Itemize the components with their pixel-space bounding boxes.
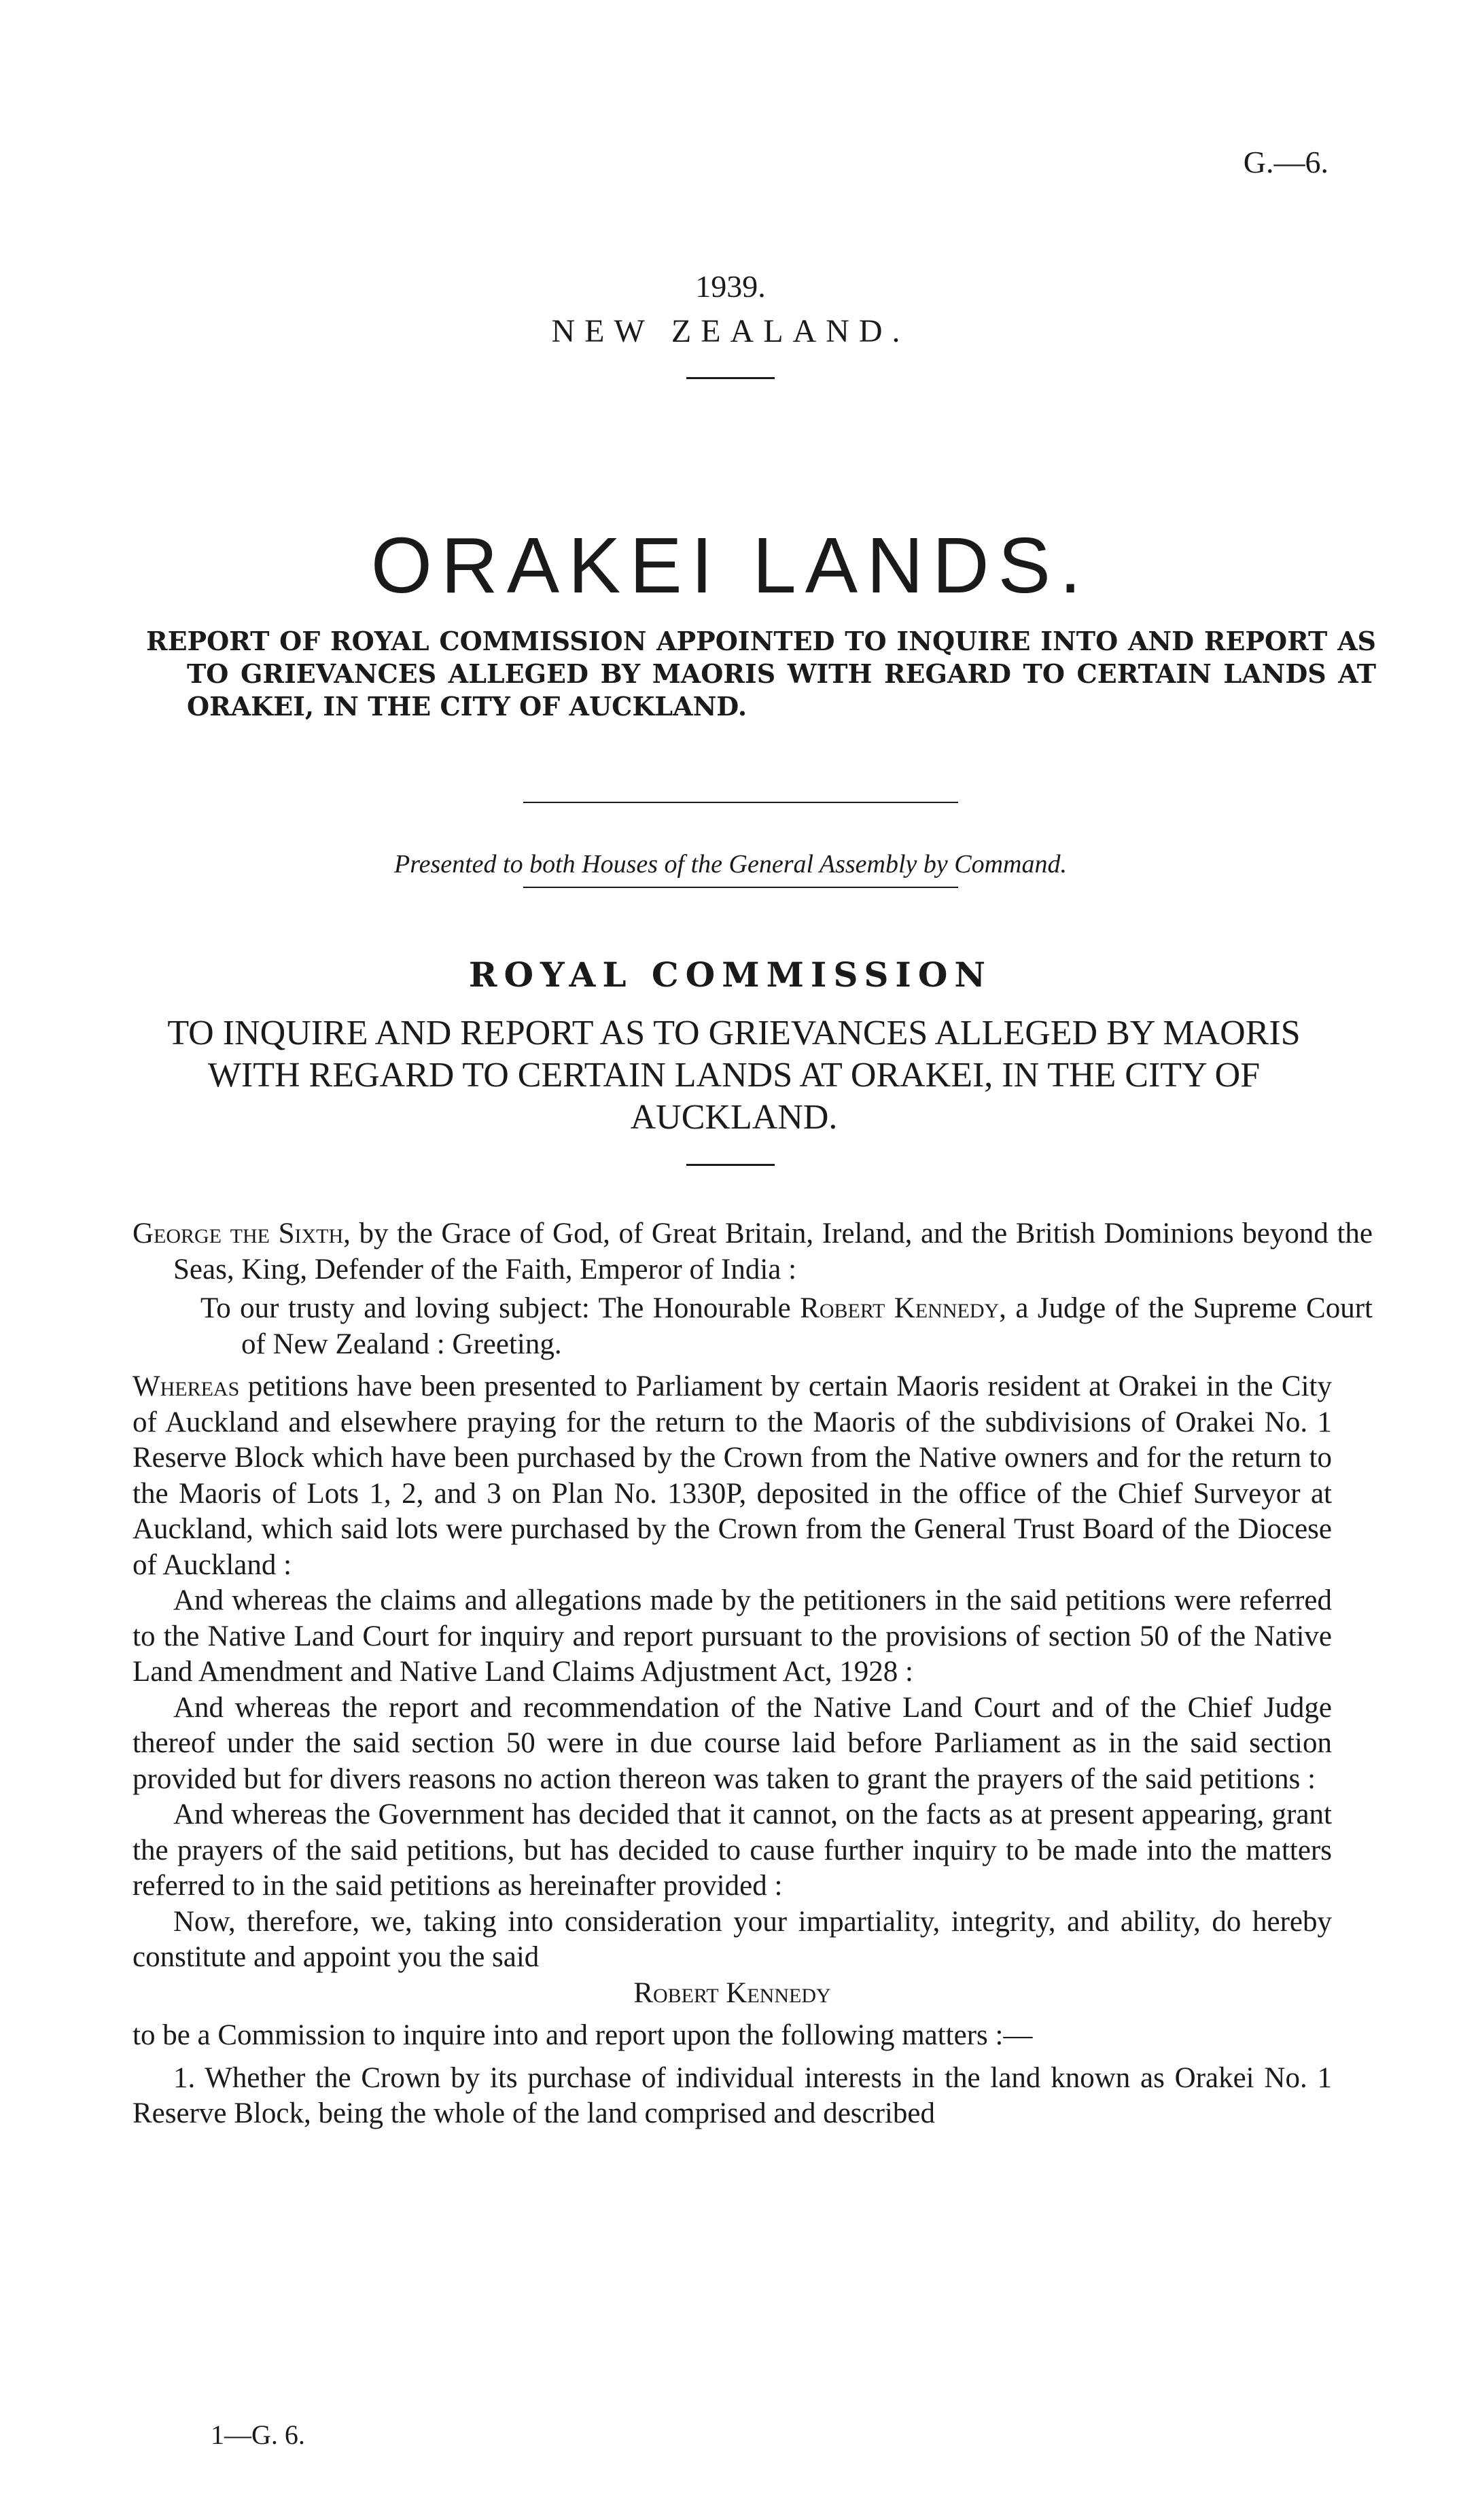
address-text-end: , a Judge of the Supreme Court of New Zealand : Greeting. — [241, 1292, 1373, 1360]
sovereign-name: George the Sixth — [133, 1218, 344, 1249]
paragraph: And whereas the Government has decided that it cannot, on the facts as at present appearing, grant the prayers of the said petitions, but has decided to cause further inquiry to be made into the matters referred to in the said petitions as hereinafter provided : — [133, 1798, 1332, 1902]
recitals — [133, 1369, 1332, 2132]
commissioner-name: Robert Kennedy — [800, 1292, 1000, 1324]
paragraph: And whereas the claims and allegations made by the petitioners in the said petitions were referred to the Native Land Court for inquiry and report pursuant to the provisions of section 50 of the Native Land Amendment and Native Land Claims Adjustment Act, 1928 : — [133, 1584, 1332, 1688]
divider — [523, 802, 958, 803]
commission-heading: ROYAL COMMISSION — [468, 955, 993, 995]
numbered-item: 1. Whether the Crown by its purchase of individual interests in the land known as Orakei No. 1 Reserve Block, being the whole of the land comprised and described — [133, 2061, 1332, 2129]
paper-reference: G.—6. — [1243, 145, 1328, 179]
commission-subheading: TO INQUIRE AND REPORT AS TO GRIEVANCES ALLEGED BY MAORIS WITH REGARD TO CERTAIN LANDS AT ORAKEI, IN THE CITY OF AUCKLAND. — [167, 1014, 1301, 1137]
address — [200, 1291, 1373, 1362]
paragraph-text: petitions have been presented to Parliament by certain Maoris resident at Orakei in the City of Auckland and elsewhere praying for the return to the Maoris of the subdivisions of Orakei No. 1 Reserve Block which have been purchased by the Crown from the Native owners and for the return to the Maoris of Lots 1, 2, and 3 on Plan No. 1330P, deposited in the office of the Chief Surveyor at Auckland, which said lots were purchased by the Crown from the General Trust Board of the Diocese of Auckland : — [133, 1370, 1332, 1581]
paragraph — [133, 1369, 1332, 1583]
divider — [686, 377, 775, 379]
whereas-word: Whereas — [133, 1370, 240, 1402]
document-subtitle: REPORT OF ROYAL COMMISSION APPOINTED TO INQUIRE INTO AND REPORT AS TO GRIEVANCES ALLEGED BY MAORIS WITH REGARD TO CERTAIN LANDS AT ORAKEI, IN THE CITY OF AUCKLAND. — [146, 626, 1376, 722]
paragraph: Now, therefore, we, taking into consideration your impartiality, integrity, and ability, do hereby constitute and appoint you the said — [133, 1905, 1332, 1973]
page-footer: 1—G. 6. — [211, 2419, 305, 2450]
paragraph: And whereas the report and recommendation of the Native Land Court and of the Chief Judge thereof under the said section 50 were in due course laid before Parliament as in the said section provided but for divers reasons no action thereon was taken to grant the prayers of the said petitions : — [133, 1691, 1332, 1795]
salutation — [133, 1216, 1373, 1288]
presented-line: Presented to both Houses of the General Assembly by Command. — [394, 850, 1067, 879]
appointee-name: Robert Kennedy — [633, 1976, 831, 2009]
salutation-text: , by the Grace of God, of Great Britain, Ireland, and the British Dominions beyond the Seas, King, Defender of the Faith, Emperor of India : — [173, 1218, 1373, 1285]
country-heading: NEW ZEALAND. — [551, 313, 910, 349]
divider — [523, 887, 958, 888]
paragraph: to be a Commission to inquire into and report upon the following matters :— — [133, 2019, 1033, 2051]
year: 1939. — [695, 269, 766, 304]
document-title: ORAKEI LANDS. — [370, 521, 1091, 609]
divider — [686, 1164, 775, 1166]
address-text: To our trusty and loving subject: The Honourable — [200, 1292, 800, 1324]
